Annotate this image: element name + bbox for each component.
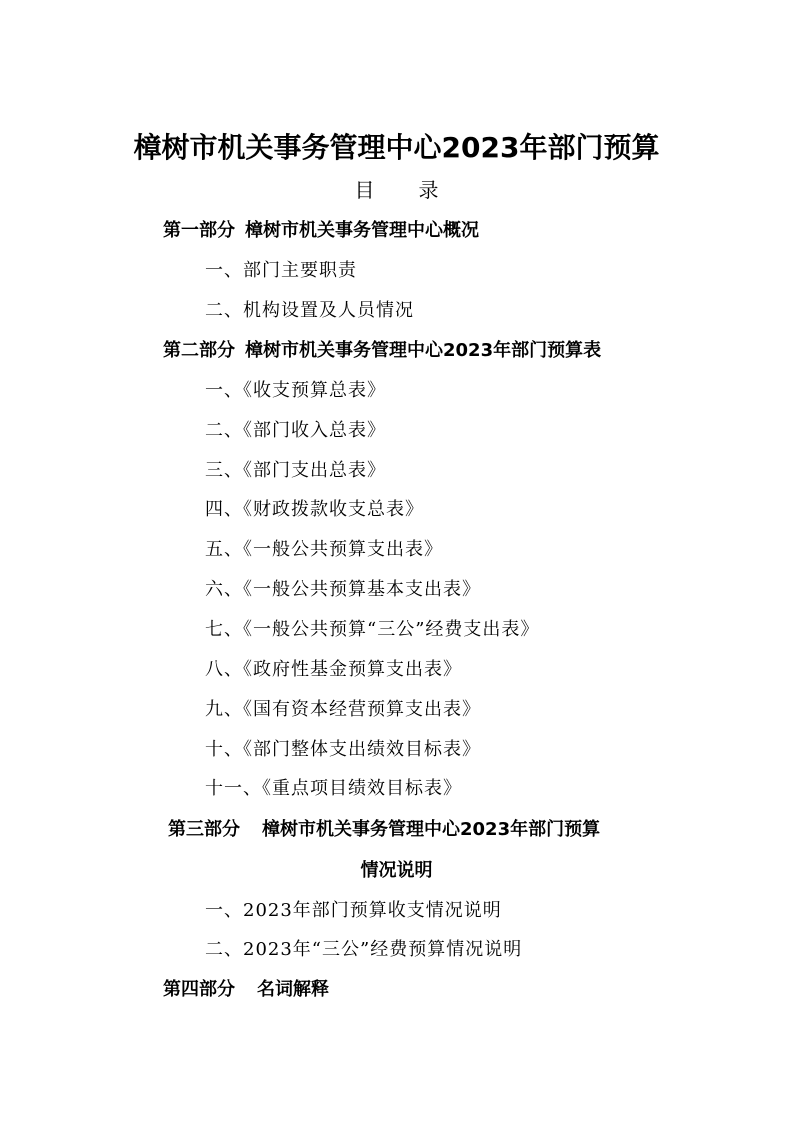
toc-part-2[interactable]	[163, 338, 601, 364]
toc-item[interactable]: 三、《部门支出总表》	[205, 460, 386, 481]
toc-item[interactable]: 一、2023年部门预算收支情况说明	[205, 900, 502, 921]
toc-part-4-title: 名词解释	[257, 979, 329, 1000]
toc-item[interactable]: 七、《一般公共预算“三公”经费支出表》	[205, 619, 540, 640]
toc-part-3-label: 第三部分	[168, 819, 240, 840]
toc-item[interactable]: 四、《财政拨款收支总表》	[205, 499, 424, 520]
toc-item[interactable]: 一、《收支预算总表》	[205, 380, 386, 401]
toc-part-2-label: 第二部分	[163, 340, 235, 361]
toc-heading-left: 目	[354, 178, 375, 202]
toc-item[interactable]: 五、《一般公共预算支出表》	[205, 539, 443, 560]
toc-part-1[interactable]	[163, 218, 479, 244]
toc-heading-right: 录	[418, 178, 439, 202]
toc-part-1-title: 樟树市机关事务管理中心概况	[245, 220, 479, 241]
toc-part-4[interactable]	[163, 977, 329, 1003]
toc-item[interactable]: 一、部门主要职责	[205, 260, 357, 281]
document-title: 樟树市机关事务管理中心2023年部门预算	[133, 131, 660, 164]
toc-item[interactable]: 二、《部门收入总表》	[205, 420, 386, 441]
toc-item[interactable]: 八、《政府性基金预算支出表》	[205, 659, 462, 680]
toc-part-3[interactable]	[168, 817, 600, 843]
toc-item[interactable]: 二、机构设置及人员情况	[205, 300, 414, 321]
toc-part-3-title-continued[interactable]: 情况说明	[360, 860, 433, 881]
toc-part-2-title: 樟树市机关事务管理中心2023年部门预算表	[245, 340, 602, 361]
toc-part-4-label: 第四部分	[163, 979, 235, 1000]
toc-part-3-title: 樟树市机关事务管理中心2023年部门预算	[262, 819, 601, 840]
toc-item[interactable]: 六、《一般公共预算基本支出表》	[205, 579, 481, 600]
toc-heading	[0, 176, 793, 204]
toc-item[interactable]: 二、2023年“三公”经费预算情况说明	[205, 939, 523, 960]
toc-item[interactable]: 九、《国有资本经营预算支出表》	[205, 699, 481, 720]
toc-item[interactable]: 十一、《重点项目绩效目标表》	[205, 778, 462, 799]
toc-part-1-label: 第一部分	[163, 220, 235, 241]
toc-item[interactable]: 十、《部门整体支出绩效目标表》	[205, 739, 481, 760]
